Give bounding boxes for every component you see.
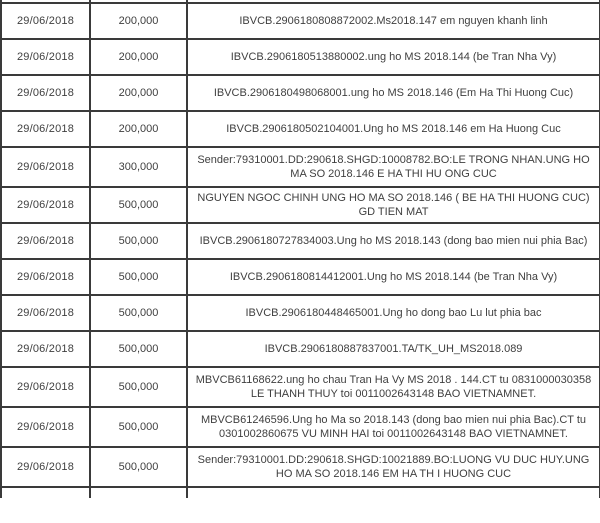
amount-cell: 500,000: [90, 367, 187, 407]
date-cell: 29/06/2018: [1, 367, 90, 407]
date-cell: 29/06/2018: [1, 223, 90, 259]
description-cell: IBVCB.2906180808872002.Ms2018.147 em nguyen khanh linh: [187, 3, 600, 39]
date-cell: 29/06/2018: [1, 147, 90, 187]
amount-cell: 200,000: [90, 111, 187, 147]
clipped-row-bottom: [1, 487, 600, 498]
table-row: [1, 367, 600, 407]
table-row: [1, 187, 600, 223]
table-row: [1, 75, 600, 111]
table-row: [1, 295, 600, 331]
description-cell: IBVCB.2906180814412001.Ung ho MS 2018.144 (be Tran Nha Vy): [187, 259, 600, 295]
table-row: [1, 147, 600, 187]
date-cell: 29/06/2018: [1, 75, 90, 111]
table-row: [1, 39, 600, 75]
amount-cell: 500,000: [90, 259, 187, 295]
description-cell: IBVCB.2906180513880002.ung ho MS 2018.144 (be Tran Nha Vy): [187, 39, 600, 75]
table-row: [1, 407, 600, 447]
date-cell: 29/06/2018: [1, 331, 90, 367]
description-cell: IBVCB.2906180727834003.Ung ho MS 2018.143 (dong bao mien nui phia Bac): [187, 223, 600, 259]
amount-cell: 500,000: [90, 407, 187, 447]
description-cell: [187, 487, 600, 498]
amount-cell: [90, 487, 187, 498]
amount-cell: 500,000: [90, 331, 187, 367]
amount-cell: 500,000: [90, 295, 187, 331]
description-cell: IBVCB.2906180498068001.ung ho MS 2018.146 (Em Ha Thi Huong Cuc): [187, 75, 600, 111]
amount-cell: 200,000: [90, 39, 187, 75]
date-cell: 29/06/2018: [1, 259, 90, 295]
description-cell: NGUYEN NGOC CHINH UNG HO MA SO 2018.146 ( BE HA THI HUONG CUC) GD TIEN MAT: [187, 187, 600, 223]
description-cell: IBVCB.2906180448465001.Ung ho dong bao Lu lut phia bac: [187, 295, 600, 331]
date-cell: 29/06/2018: [1, 447, 90, 487]
amount-cell: 300,000: [90, 147, 187, 187]
table-row: [1, 111, 600, 147]
description-cell: IBVCB.2906180502104001.Ung ho MS 2018.146 em Ha Huong Cuc: [187, 111, 600, 147]
date-cell: 29/06/2018: [1, 407, 90, 447]
amount-cell: 500,000: [90, 187, 187, 223]
date-cell: 29/06/2018: [1, 39, 90, 75]
table-row: [1, 447, 600, 487]
date-cell: 29/06/2018: [1, 111, 90, 147]
table-row: [1, 3, 600, 39]
description-cell: Sender:79310001.DD:290618.SHGD:10021889.BO:LUONG VU DUC HUY.UNG HO MA SO 2018.146 EM HA TH I HUONG CUC: [187, 447, 600, 487]
table-row: [1, 223, 600, 259]
table-row: [1, 259, 600, 295]
amount-cell: 200,000: [90, 75, 187, 111]
description-cell: Sender:79310001.DD:290618.SHGD:10008782.BO:LE TRONG NHAN.UNG HO MA SO 2018.146 E HA THI HU ONG CUC: [187, 147, 600, 187]
date-cell: 29/06/2018: [1, 295, 90, 331]
date-cell: [1, 487, 90, 498]
date-cell: 29/06/2018: [1, 3, 90, 39]
description-cell: MBVCB61168622.ung ho chau Tran Ha Vy MS 2018 . 144.CT tu 0831000030358 LE THANH THUY toi 0011002643148 BAO VIETNAMNET.: [187, 367, 600, 407]
description-cell: MBVCB61246596.Ung ho Ma so 2018.143 (dong bao mien nui phia Bac).CT tu 0301002860675 VU MINH HAI toi 0011002643148 BAO VIETNAMNET.: [187, 407, 600, 447]
amount-cell: 500,000: [90, 447, 187, 487]
date-cell: 29/06/2018: [1, 187, 90, 223]
amount-cell: 200,000: [90, 3, 187, 39]
amount-cell: 500,000: [90, 223, 187, 259]
table-row: [1, 331, 600, 367]
description-cell: IBVCB.2906180887837001.TA/TK_UH_MS2018.089: [187, 331, 600, 367]
